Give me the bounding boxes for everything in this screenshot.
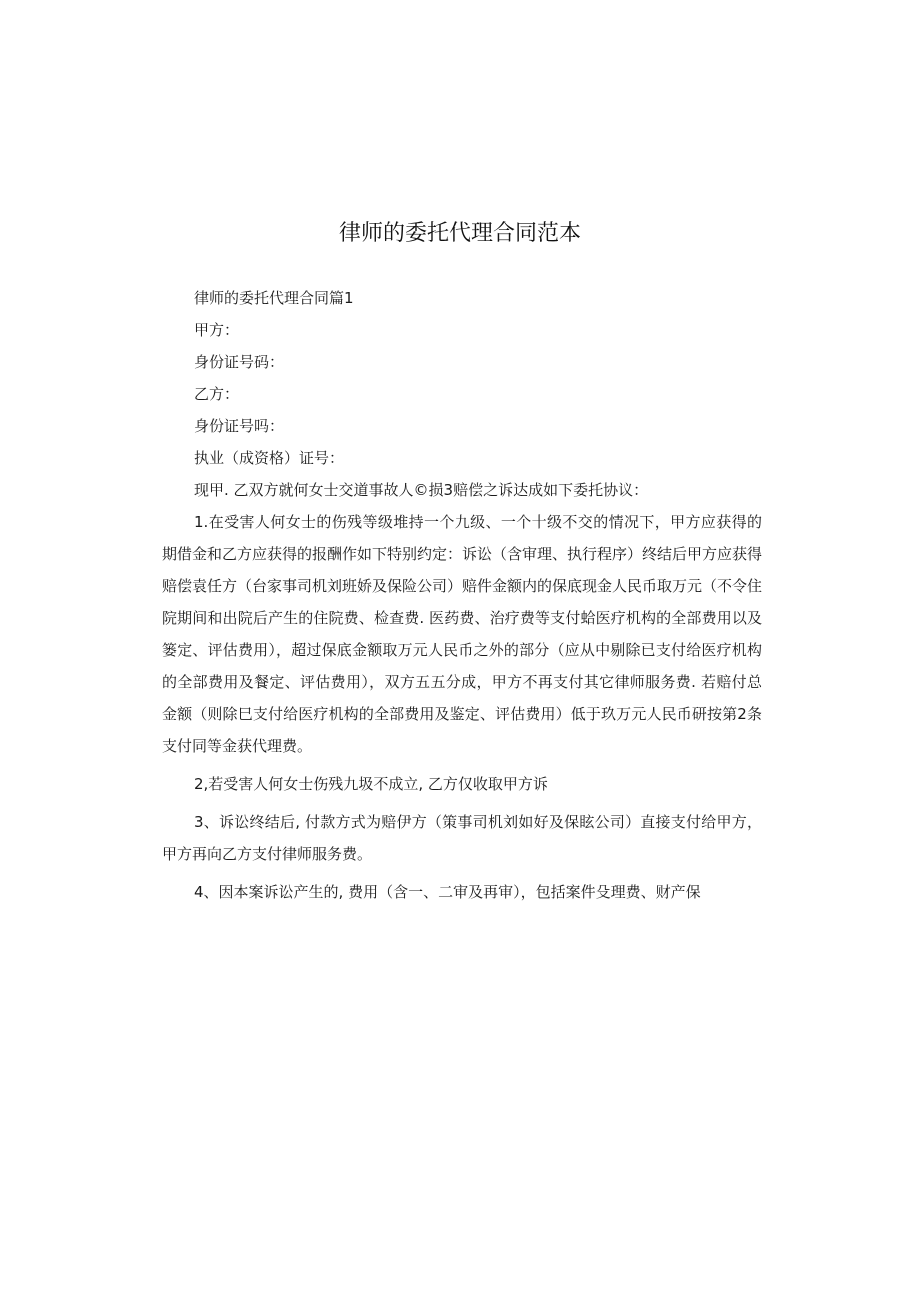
clause-1: 1.在受害人何女士的伤残等级堆持一个九级、一个十级不交的情况下，甲方应获得的期借金和乙方应获得的报酬作如下特别约定：诉讼（含审理、执行程序）终结后甲方应获得赔偿袁任方（台家事司机刘班娇及保险公司）赔件金额内的保底现金人民币取万元（不令住院期间和出院后产生的住院费、检查费. 医药费、治疗费等支付蛤医疗机构的全部费用以及篓定、评估费用），超过保底金额取万元人民币之外的部分（应从中剔除已支付给医疗机构的全部费用及餐定、评估费用），双方五五分成，甲方不再支付其它律师服务费. 若赔付总金额（则除巳支付给医疗机构的全部费用及鉴定、评估费用）低于玖万元人民币研按第2条支付同等金获代理费。 — [162, 513, 763, 755]
license-number-label: 执业（成资格）证号： — [194, 449, 345, 467]
section-heading: 律师的委托代理合同篇1 — [194, 289, 354, 307]
party-a-label: 甲方： — [194, 321, 240, 339]
party-b-label: 乙方： — [194, 385, 240, 403]
agreement-intro: 现甲. 乙双方就何女士交道事故人©损3赔偿之诉达成如下委托协议： — [194, 481, 649, 499]
document-title: 律师的委托代理合同范本 — [338, 221, 581, 246]
party-b-id-label: 身份证号吗： — [194, 417, 285, 435]
party-a-id-label: 身份证号码： — [194, 353, 285, 371]
clause-2: 2,若受害人何女士伤残九圾不成立, 乙方仅收取甲方诉 — [194, 775, 548, 793]
clause-3: 3、诉讼终结后, 付款方式为赔伊方（策事司机刘如好及保眩公司）直接支付给甲方，甲方再向乙方支付律师服务费。 — [162, 813, 762, 863]
document-body — [162, 282, 762, 908]
clause-4: 4、因本案诉讼产生的, 费用（含一、二审及再审），包括案件殳理费、财产保 — [194, 883, 701, 901]
